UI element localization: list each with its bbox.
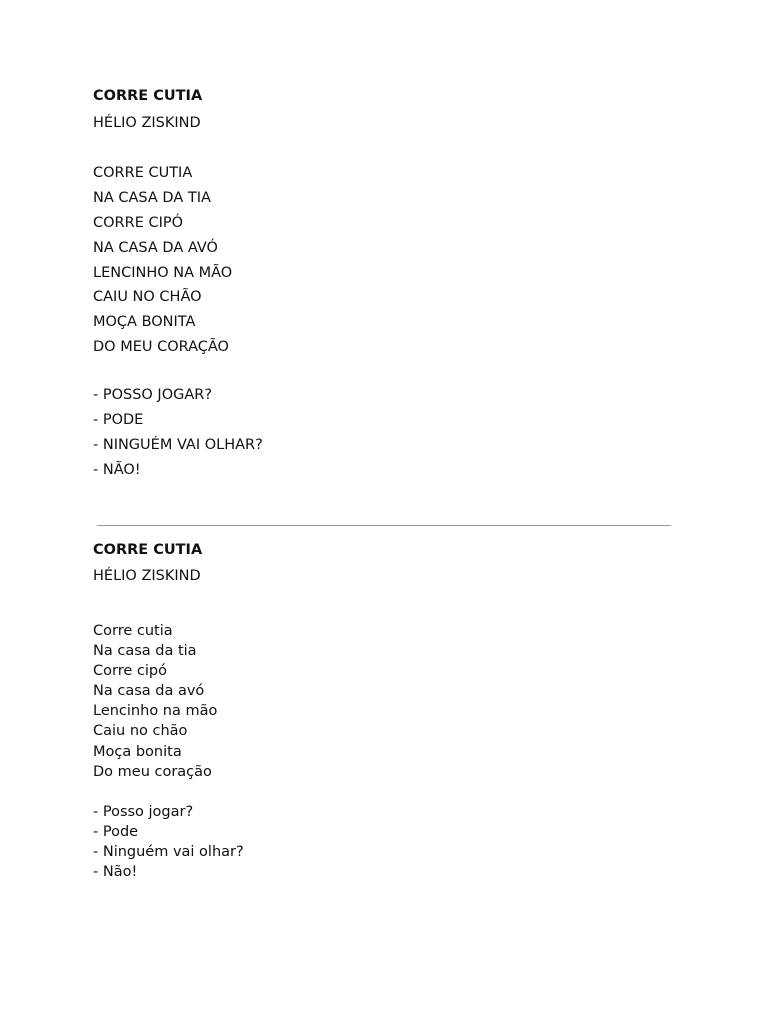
verse-line: Corre cutia (93, 623, 173, 639)
dialogue-line: - NÃO! (93, 461, 141, 478)
dialogue-line: - PODE (93, 411, 144, 428)
verse-line: LENCINHO NA MÃO (93, 264, 233, 281)
verse-line: NA CASA DA TIA (93, 189, 211, 206)
verse-line: CAIU NO CHÃO (93, 289, 202, 306)
section-divider (97, 525, 671, 526)
lower-song-author: HÉLIO ZISKIND (93, 568, 201, 584)
upper-song-title: CORRE CUTIA (93, 88, 203, 104)
verse-line: MOÇA BONITA (93, 314, 196, 331)
lower-song-title: CORRE CUTIA (93, 542, 203, 558)
verse-line: CORRE CIPÓ (93, 214, 184, 231)
upper-dialogue (93, 383, 263, 483)
verse-line: Moça bonita (93, 743, 182, 760)
upper-verse (93, 161, 232, 360)
verse-line: Na casa da tia (93, 643, 197, 660)
verse-line: CORRE CUTIA (93, 165, 193, 181)
verse-line: Lencinho na mão (93, 703, 218, 720)
dialogue-line: - Não! (93, 864, 138, 881)
verse-line: DO MEU CORAÇÃO (93, 339, 229, 356)
dialogue-line: - NINGUÉM VAI OLHAR? (93, 436, 263, 453)
verse-line: Corre cipó (93, 663, 167, 680)
verse-line: Do meu coração (93, 763, 212, 780)
lower-dialogue (93, 802, 244, 882)
dialogue-line: - Posso jogar? (93, 804, 194, 820)
dialogue-line: - Pode (93, 824, 139, 841)
verse-line: NA CASA DA AVÓ (93, 239, 218, 256)
verse-line: Na casa da avó (93, 683, 205, 700)
dialogue-line: - Ninguém vai olhar? (93, 844, 244, 861)
upper-song-author: HÉLIO ZISKIND (93, 115, 201, 131)
dialogue-line: - POSSO JOGAR? (93, 387, 213, 403)
verse-line: Caiu no chão (93, 723, 188, 740)
lower-verse (93, 621, 217, 782)
